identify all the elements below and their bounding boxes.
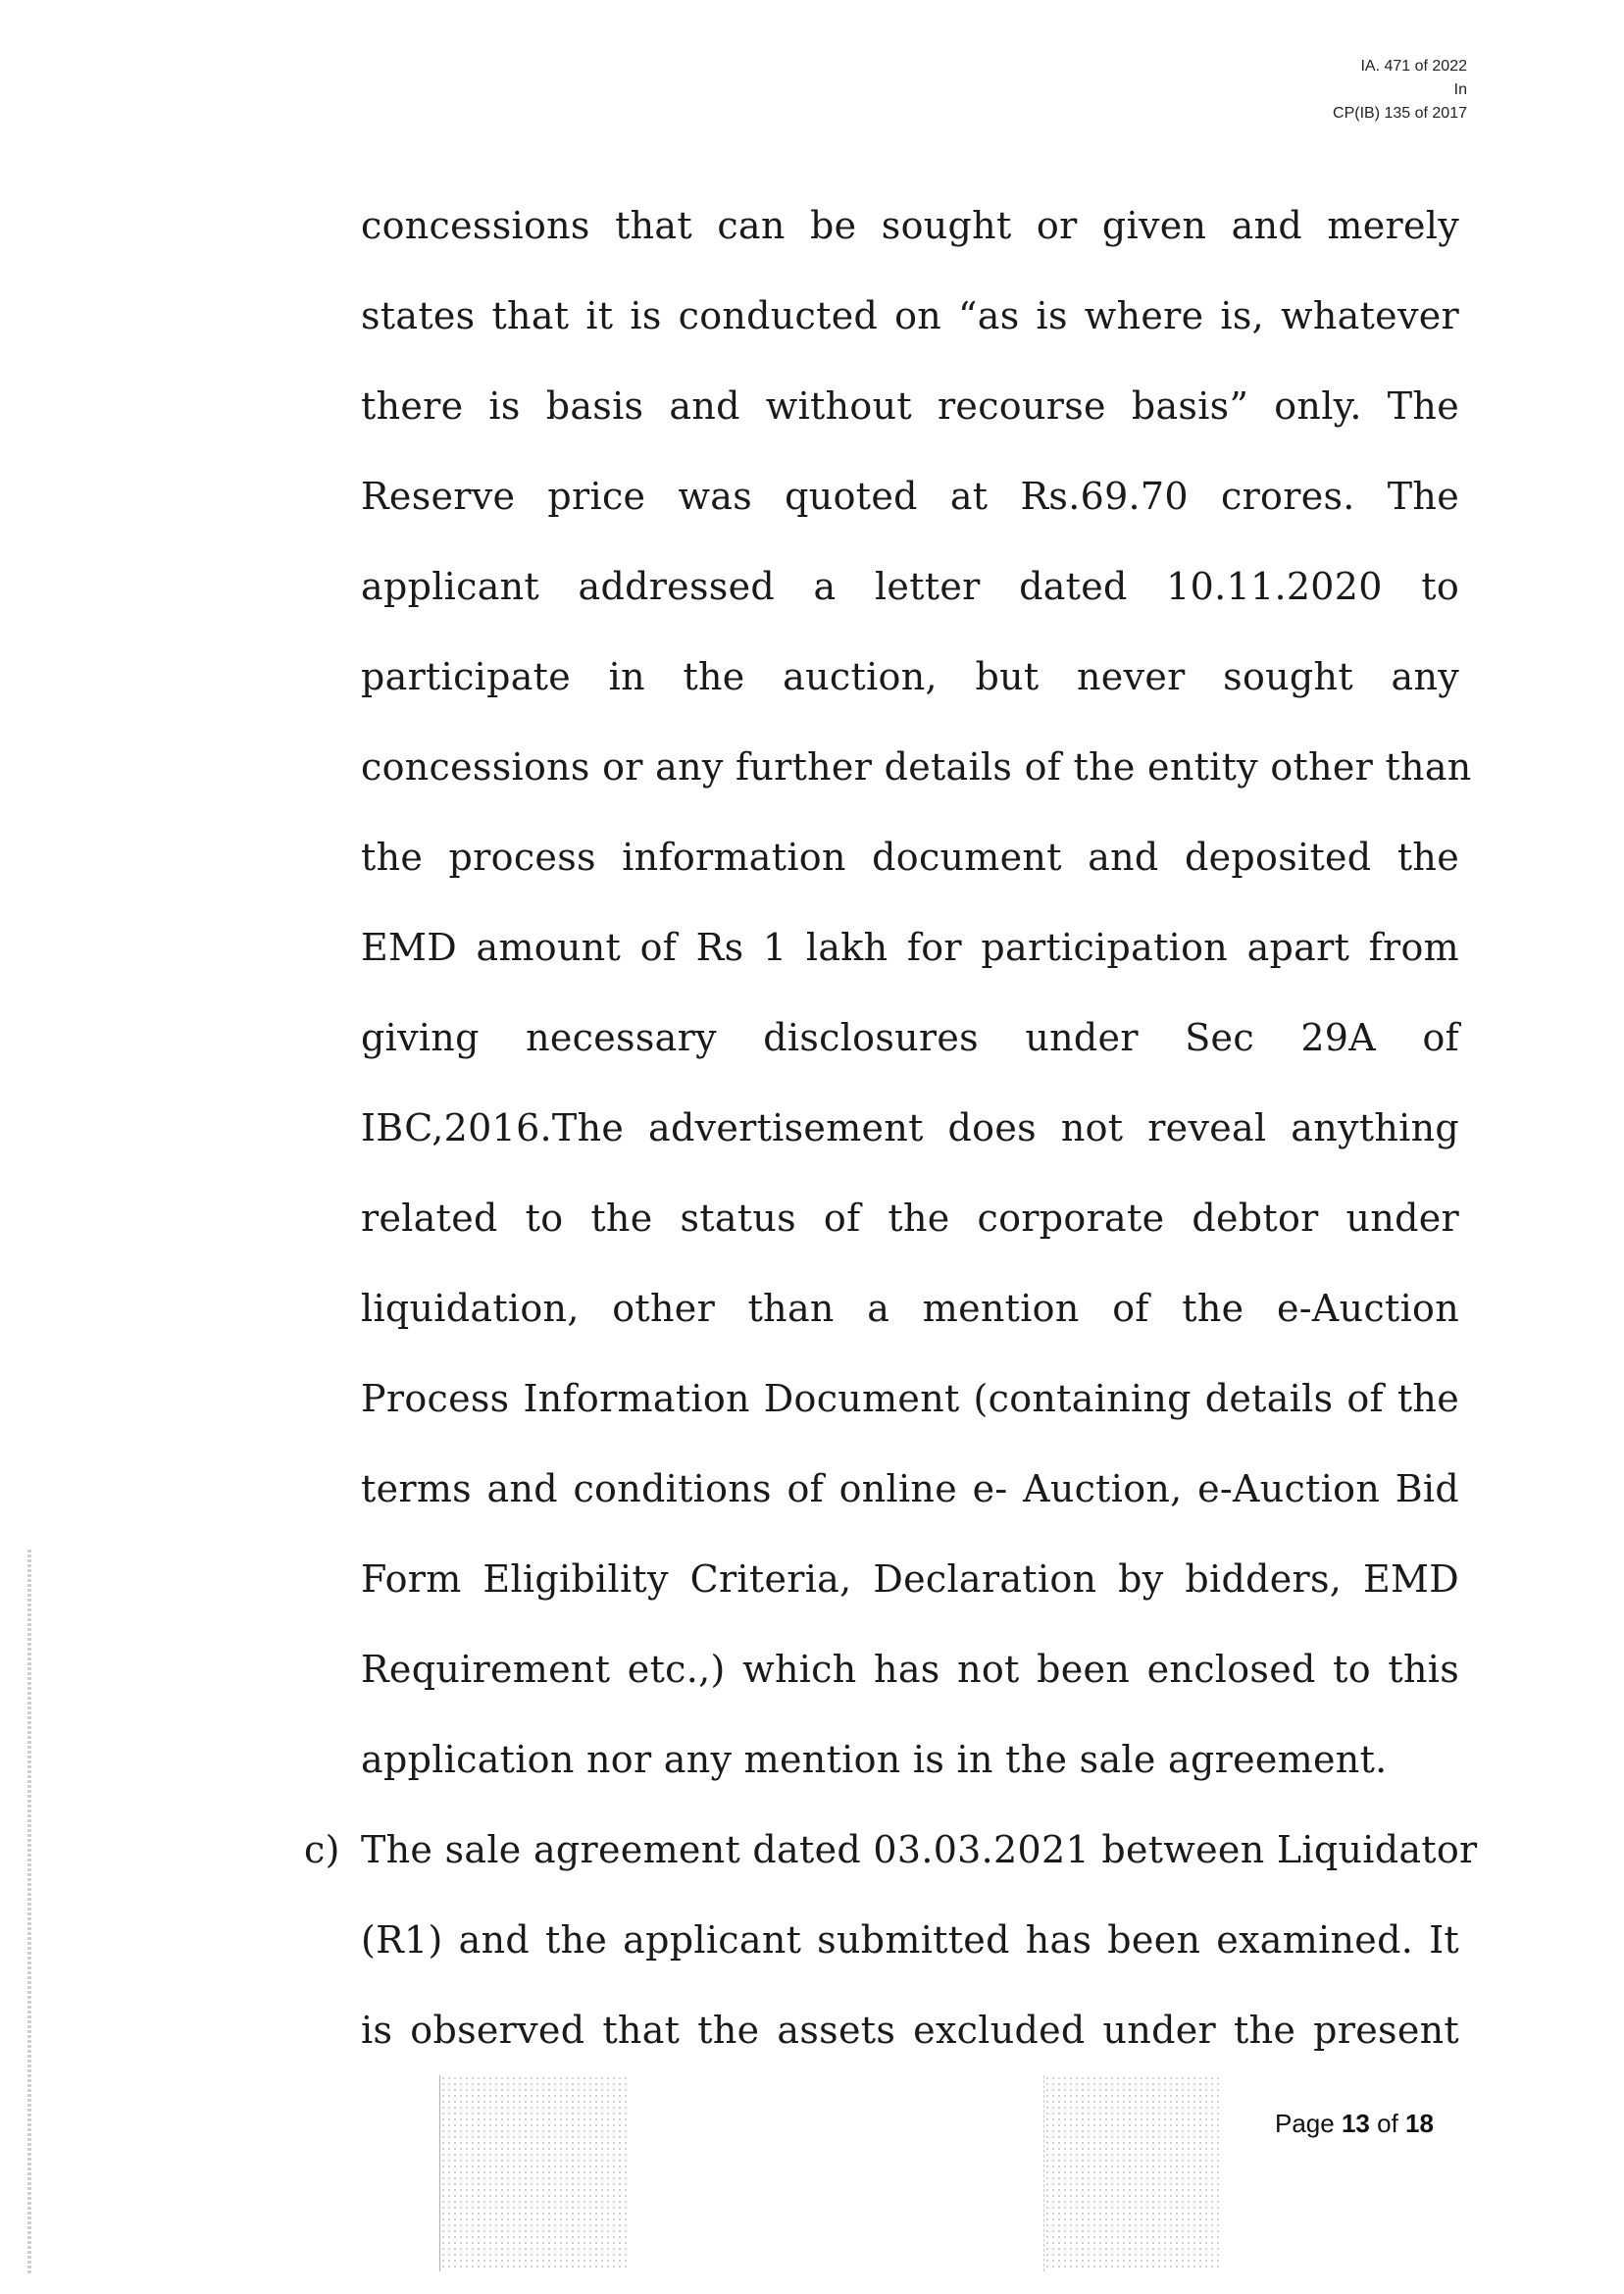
paragraph-line: concessions or any further details of the entity other than (361, 745, 1472, 789)
page-total: 18 (1405, 2109, 1434, 2138)
paragraph-line: the process information document and deposited the (361, 836, 1459, 879)
paragraph-line: related to the status of the corporate debtor under (361, 1197, 1459, 1240)
paragraph-line: giving necessary disclosures under Sec 29A of (361, 1016, 1459, 1059)
case-ia-number: IA. 471 of 2022 (1360, 58, 1467, 75)
case-cp-number: CP(IB) 135 of 2017 (1333, 105, 1467, 122)
signature-stamp-right (1043, 2075, 1223, 2271)
paragraph-line: EMD amount of Rs 1 lakh for participation apart from (361, 926, 1459, 969)
page-current: 13 (1341, 2109, 1370, 2138)
paragraph-line: there is basis and without recourse basis” only. The (361, 384, 1459, 428)
paragraph-line: Form Eligibility Criteria, Declaration by bidders, EMD (361, 1557, 1459, 1601)
paragraph-line: concessions that can be sought or given and merely (361, 204, 1459, 247)
list-item-line: (R1) and the applicant submitted has been examined. It (361, 1918, 1459, 1962)
page-number (1275, 2109, 1434, 2139)
page-of: of (1377, 2109, 1398, 2138)
paragraph-line: states that it is conducted on “as is where is, whatever (361, 294, 1459, 337)
paragraph-line: application nor any mention is in the sale agreement. (361, 1738, 1388, 1781)
paragraph-line: liquidation, other than a mention of the e-Auction (361, 1287, 1459, 1330)
list-item-marker: c) (304, 1828, 340, 1871)
list-item-line: The sale agreement dated 03.03.2021 between Liquidator (361, 1828, 1478, 1871)
signature-stamp-left (439, 2075, 627, 2271)
case-reference-header (1333, 55, 1467, 126)
case-in-label: In (1453, 81, 1467, 98)
document-body (304, 180, 1478, 2075)
scan-edge-line (27, 1550, 31, 2275)
paragraph-line: Reserve price was quoted at Rs.69.70 crores. The (361, 475, 1459, 518)
list-item-c (304, 1805, 1478, 2075)
page-label: Page (1275, 2109, 1335, 2138)
paragraph-line: participate in the auction, but never sought any (361, 655, 1459, 698)
paragraph-line: Process Information Document (containing details of the (361, 1377, 1459, 1420)
paragraph-line: IBC,2016.The advertisement does not reveal anything (361, 1106, 1459, 1149)
list-item-line: is observed that the assets excluded under the present (361, 2009, 1459, 2052)
paragraph-line: applicant addressed a letter dated 10.11.2020 to (361, 565, 1459, 608)
paragraph-line: Requirement etc.,) which has not been enclosed to this (361, 1648, 1459, 1691)
paragraph-line: terms and conditions of online e- Auction, e-Auction Bid (361, 1467, 1459, 1510)
